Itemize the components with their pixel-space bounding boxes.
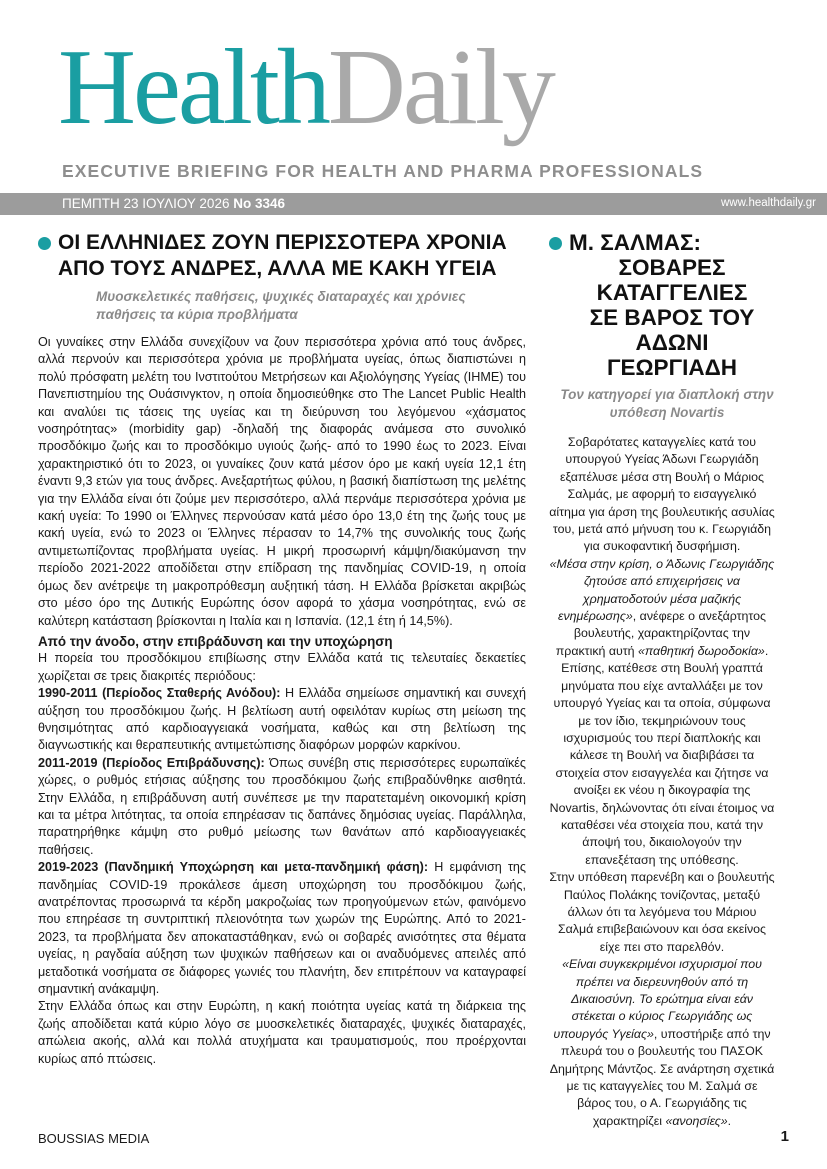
paragraph: Στην υπόθεση παρενέβη και ο βουλευτής Παύλος Πολάκης τονίζοντας, μεταξύ άλλων ότι τα λεγόμενα του Μάριου Σαλμά επιβεβαιώνουν και όσα εκείνος είχε πει στο παρελθόν. <box>549 870 775 954</box>
issue-date <box>62 196 285 211</box>
period-label: 2011-2019 (Περίοδος Επιβράδυνσης): <box>38 755 265 770</box>
paragraph-text: Η εμφάνιση της πανδημίας COVID-19 προκάλεσε άμεση υποχώρηση του προσδόκιμου ζωής, ανατρέποντας προσωρινά τα κέρδη μακροζωίας των προηγούμενων ετών, φαινόμενο που επηρέασε τη συντριπτική πλειονότητα των χωρών της Ευρώπης. Από το 2021-2023, τα προβλήματα δεν αποκαταστάθηκαν, ενώ οι σοβαρές ανισότητες στα θέματα υγείας, η ραγδαία αύξηση των ψυχικών παθήσεων και οι αναδυόμενες απειλές από μεταδοτικά νοσήματα σε διάφορες γωνιές του πλανήτη, δεν επιτρέπουν να καταγραφεί σημαντική ανάκαμψη. <box>38 860 526 997</box>
headline-line: Μ. ΣΑΛΜΑΣ: <box>569 230 701 255</box>
paragraph-text: Η Ελλάδα σημείωσε σημαντική και συνεχή αύξηση του προσδόκιμου ζωής. Η βελτίωση αυτή οφειλόταν κυρίως στη μείωση της θνησιμότητας από καρδιοαγγειακά νοσήματα, καθώς και στη βελτίωση της διαγνωστικής και θεραπευτικής αντιμετώπισης διαφόρων μορφών καρκίνου. <box>38 686 526 753</box>
article-side-headline <box>549 230 775 380</box>
quote: «Μέσα στην κρίση, ο Άδωνις Γεωργιάδης ζητούσε από επιχειρήσεις να χρηματοδοτούν μέσα μαζικής ενημέρωσης» <box>549 556 775 624</box>
masthead <box>58 28 778 154</box>
paragraph-text: , υποστήριξε από την πλευρά του ο βουλευτής του ΠΑΣΟΚ Δημήτρης Μάντζος. Σε ανάρτηση σχετικά με τις καταγγελίες του Μ. Σαλμά σε βάρος του, ο Α. Γεωργιάδης τις χαρακτηρίζει <box>549 1026 775 1128</box>
headline-line: ΣΕ ΒΑΡΟΣ ΤΟΥ <box>589 305 755 330</box>
tagline: EXECUTIVE BRIEFING FOR HEALTH AND PHARMA PROFESSIONALS <box>62 161 704 181</box>
paragraph <box>38 755 526 859</box>
period-label: 1990-2011 (Περίοδος Σταθερής Ανόδου): <box>38 686 281 701</box>
bullet-icon <box>38 237 51 250</box>
paragraph <box>38 685 526 755</box>
logo <box>58 28 553 147</box>
paragraph-text: Όπως συνέβη στις περισσότερες ευρωπαϊκές χώρες, ο ρυθμός ετήσιας αύξησης του προσδόκιμου ζωής επιβραδύνθηκε αισθητά. Στην Ελλάδα, η επιβράδυνση αυτή συνέπεσε με την παρατεταμένη οικονομική κρίση και τα μέτρα λιτότητας, τα οποία επηρέασαν τις δαπάνες δημόσιας υγείας. Παράλληλα, παρατηρήθηκε κάμψη στο ρυθμό μείωσης των θανάτων από καρδιοαγγειακές παθήσεις. <box>38 755 526 857</box>
paragraph: Η πορεία του προσδόκιμου επιβίωσης στην Ελλάδα κατά τις τελευταίες δεκαετίες χωρίζεται σε τρεις διακριτές περιόδους: <box>38 651 526 683</box>
article-main-subtitle: Μυοσκελετικές παθήσεις, ψυχικές διαταραχές και χρόνιες παθήσεις τα κύρια προβλήματα <box>96 289 466 322</box>
article-main <box>38 230 526 1068</box>
issue-number: Νο 3346 <box>233 196 286 211</box>
article-main-body <box>38 334 526 1068</box>
logo-health: Health <box>58 28 328 147</box>
date-text: ΠΕΜΠΤΗ 23 ΙΟΥΛΙΟΥ 2026 <box>62 196 230 211</box>
period-label: 2019-2023 (Πανδημική Υποχώρηση και μετα-πανδημική φάση): <box>38 860 429 875</box>
article-side-subtitle: Τον κατηγορεί για διαπλοκή στην υπόθεση Novartis <box>560 387 774 420</box>
bullet-icon <box>549 237 562 250</box>
section-heading: Από την άνοδο, στην επιβράδυνση και την υποχώρηση <box>38 633 393 649</box>
article-side-body <box>549 434 775 1130</box>
paragraph: Οι γυναίκες στην Ελλάδα συνεχίζουν να ζουν περισσότερα χρόνια από τους άνδρες, αλλά περνούν και περισσότερα χρόνια με προβλήματα υγείας, όπως διαπιστώνει η πολύ πρόσφατη μελέτη του Ινστιτούτου Μετρήσεων και Αξιολόγησης Υγείας (IHME) του Πανεπιστημίου της Ουάσινγκτον, η οποία δημοσιεύθηκε στο The Lancet Public Health και αναλύει τις τάσεις της υγείας και τη διεύρυνση του λεγόμενου «χάσματος νοσηρότητας» (morbidity gap) -δηλαδή της διαφοράς ανάμεσα στο συνολικό προσδόκιμο ζωής και το προσδόκιμο υγιούς ζωής- από το 1990 έως το 2023. Είναι χαρακτηριστικό ότι το 2023, οι γυναίκες ζουν κατά μέσον όρο με κακή υγεία 12,1 έτη έναντι 9,3 ετών για τους άνδρες. Ανεξαρτήτως φύλου, η βασική διαπίστωση της μελέτης για την Ελλάδα είναι ότι ζούμε μεν περισσότερο, αλλά περνάμε περισσότερα χρόνια με κακή υγεία: Το 1990 οι Έλληνες περνούσαν κατά μέσο όρο 13,0 έτη της ζωής τους με κακή υγεία, ενώ το 2023 οι Έλληνες πέρασαν το 14,7% της συνολικής τους ζωής αντιμετωπίζοντας προβλήματα υγείας. Η μικρή προσωρινή κάμψη/διακύμανση την περίοδο 2021-2022 αποδίδεται στην επίδραση της πανδημίας COVID-19, η οποία όμως δεν ανέτρεψε τη μακροπρόθεσμη αυξητική τάση. Η Ελλάδα βρίσκεται ακριβώς στο μέσο όρο της Δυτικής Ευρώπης όσον αφορά το χάσμα νοσηρότητας, ενώ σε καλύτερη κατάσταση βρίσκονται η Ιταλία και η Ισπανία. (12,1 έτη ή 14,5%). <box>38 335 526 628</box>
site-url[interactable]: www.healthdaily.gr <box>720 197 816 209</box>
article-side <box>549 230 775 1130</box>
quote: «Είναι συγκεκριμένοι ισχυρισμοί που πρέπει να διερευνηθούν από τη Δικαιοσύνη. Το ερώτημα είναι εάν στέκεται ο κύριος Γεωργιάδης ως υπουργός Υγείας» <box>553 957 762 1041</box>
page-number: 1 <box>780 1128 789 1145</box>
paragraph <box>38 859 526 998</box>
date-bar <box>0 193 827 215</box>
quote: «παθητική δωροδοκία» <box>638 643 765 658</box>
paragraph-text: , ανέφερε ο ανεξάρτητος βουλευτής, χαρακτηρίζοντας την πρακτική αυτή <box>555 609 766 658</box>
headline-line: ΣΟΒΑΡΕΣ <box>618 255 726 280</box>
article-main-title: ΟΙ ΕΛΛΗΝΙΔΕΣ ΖΟΥΝ ΠΕΡΙΣΣΟΤΕΡΑ ΧΡΟΝΙΑ ΑΠΟ ΤΟΥΣ ΑΝΔΡΕΣ, ΑΛΛΑ ΜΕ ΚΑΚΗ ΥΓΕΙΑ <box>58 231 507 280</box>
headline-line: ΚΑΤΑΓΓΕΛΙΕΣ <box>596 280 748 305</box>
paragraph-text: . Επίσης, κατέθεσε στη Βουλή γραπτά μηνύματα που είχε ανταλλάξει με τον υπουργό Υγείας και τα οποία, σύμφωνα με τον ίδιο, τεκμηριώνουν τους ισχυρισμούς του περί διαπλοκής και κάλεσε τη Βουλή να διαβιβάσει τα στοιχεία στον εισαγγελέα και ζήτησε να ανοίξει εκ νέου η δικογραφία της Novartis, δηλώνοντας ότι είναι έτοιμος να καταθέσει νέα στοιχεία που, κατά την άποψή του, δικαιολογούν την επανεξέταση της υπόθεσης. <box>549 643 775 867</box>
paragraph-text: . <box>727 1113 732 1128</box>
quote: «ανοησίες» <box>665 1113 728 1128</box>
publisher-name: BOUSSIAS MEDIA <box>38 1131 150 1146</box>
paragraph: Σοβαρότατες καταγγελίες κατά του υπουργού Υγείας Άδωνι Γεωργιάδη εξαπέλυσε μέσα στη Βουλή ο Μάριος Σαλμάς, με αφορμή το εισαγγελικό αίτημα για άρση της βουλευτικής ασυλίας του, μετά από μήνυση του κ. Γεωργιάδη για συκοφαντική δυσφήμιση. <box>549 435 775 554</box>
paragraph <box>549 956 775 1130</box>
paragraph <box>549 556 775 869</box>
paragraph: Στην Ελλάδα όπως και στην Ευρώπη, η κακή ποιότητα υγείας κατά τη διάρκεια της ζωής αποδίδεται κατά κύριο λόγο σε μυοσκελετικές διαταραχές, ψυχικές διαταραχές, απώλεια ακοής, αλλά και πολλά ατυχήματα και τραυματισμούς, που προέρχονται κυρίως από πτώσεις. <box>38 999 526 1066</box>
article-main-headline <box>38 230 526 282</box>
logo-daily: Daily <box>327 28 553 147</box>
headline-line: ΑΔΩΝΙ ΓΕΩΡΓΙΑΔΗ <box>606 330 738 380</box>
